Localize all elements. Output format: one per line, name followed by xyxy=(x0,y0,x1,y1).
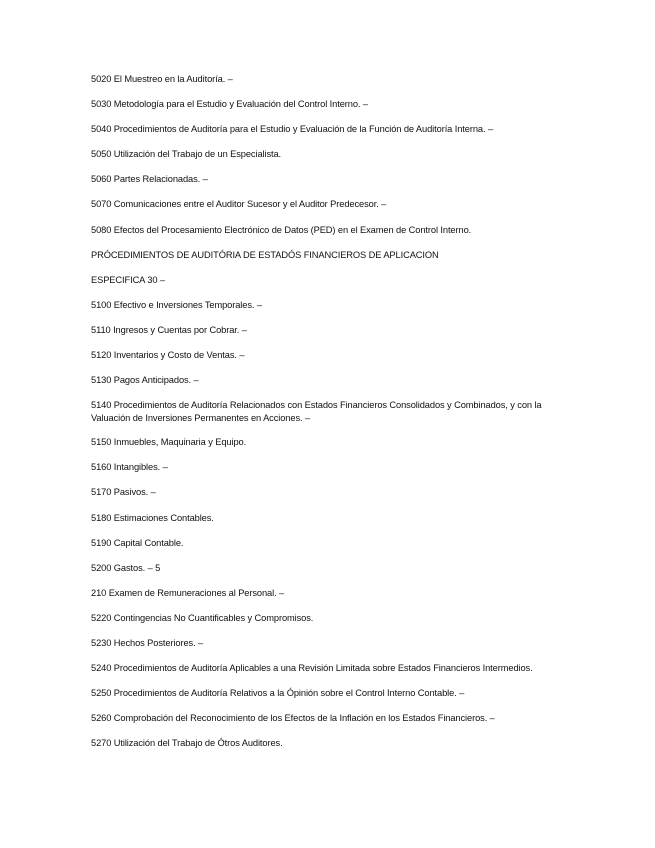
list-item: 5120 Inventarios y Costo de Ventas. – xyxy=(91,350,245,361)
list-item: 5030 Metodología para el Estudio y Evaluación del Control Interno. – xyxy=(91,99,368,110)
list-item: 210 Examen de Remuneraciones al Personal. – xyxy=(91,587,285,598)
list-item: 5040 Procedimientos de Auditoría para el Estudio y Evaluación de la Función de Auditoría Interna. – xyxy=(91,124,494,135)
list-item: 5240 Procedimientos de Auditoría Aplicables a una Revisión Limitada sobre Estados Financieros Intermedios. xyxy=(91,663,533,674)
list-item: 5220 Contingencias No Cuantificables y Compromisos. xyxy=(91,612,314,623)
list-item: 5150 Inmuebles, Maquinaria y Equipo. xyxy=(91,437,247,448)
list-item: 5170 Pasivos. – xyxy=(91,487,156,498)
list-item: 5260 Comprobación del Reconocimiento de los Efectos de la Inflación en los Estados Financieros. – xyxy=(91,713,495,724)
list-item: 5100 Efectivo e Inversiones Temporales. – xyxy=(91,299,262,310)
list-item: 5080 Efectos del Procesamiento Electrónico de Datos (PED) en el Examen de Control Interno. xyxy=(91,224,472,235)
list-item: 5200 Gastos. – 5 xyxy=(91,562,161,573)
list-item: 5110 Ingresos y Cuentas por Cobrar. – xyxy=(91,324,247,335)
list-item: 5160 Intangibles. – xyxy=(91,462,168,473)
list-item: 5140 Procedimientos de Auditoría Relacionados con Estados Financieros Consolidados y Combinados, y con la Valuación de Inversiones Permanentes en Acciones. – xyxy=(91,400,542,423)
list-item: 5070 Comunicaciones entre el Auditor Sucesor y el Auditor Predecesor. – xyxy=(91,199,387,210)
list-item: 5050 Utilización del Trabajo de un Especialista. xyxy=(91,149,282,160)
list-item: 5180 Estimaciones Contables. xyxy=(91,512,214,523)
section-heading: PRÓCEDIMIENTOS DE AUDITÓRIA DE ESTADÓS FINANCIEROS DE APLICACION xyxy=(91,249,439,260)
list-item: 5060 Partes Relacionadas. – xyxy=(91,174,208,185)
section-heading-continued: ESPECIFICA 30 – xyxy=(91,274,165,285)
list-item: 5190 Capital Contable. xyxy=(91,537,184,548)
list-item: 5020 El Muestreo en la Auditoría. – xyxy=(91,74,233,84)
list-item: 5270 Utilización del Trabajo de Ótros Auditores. xyxy=(91,738,283,749)
document-content xyxy=(91,73,581,762)
list-item: 5130 Pagos Anticipados. – xyxy=(91,375,199,386)
list-item: 5230 Hechos Posteriores. – xyxy=(91,637,204,648)
list-item: 5250 Procedimientos de Auditoría Relativos a la Ópinión sobre el Control Interno Contable. – xyxy=(91,688,465,699)
